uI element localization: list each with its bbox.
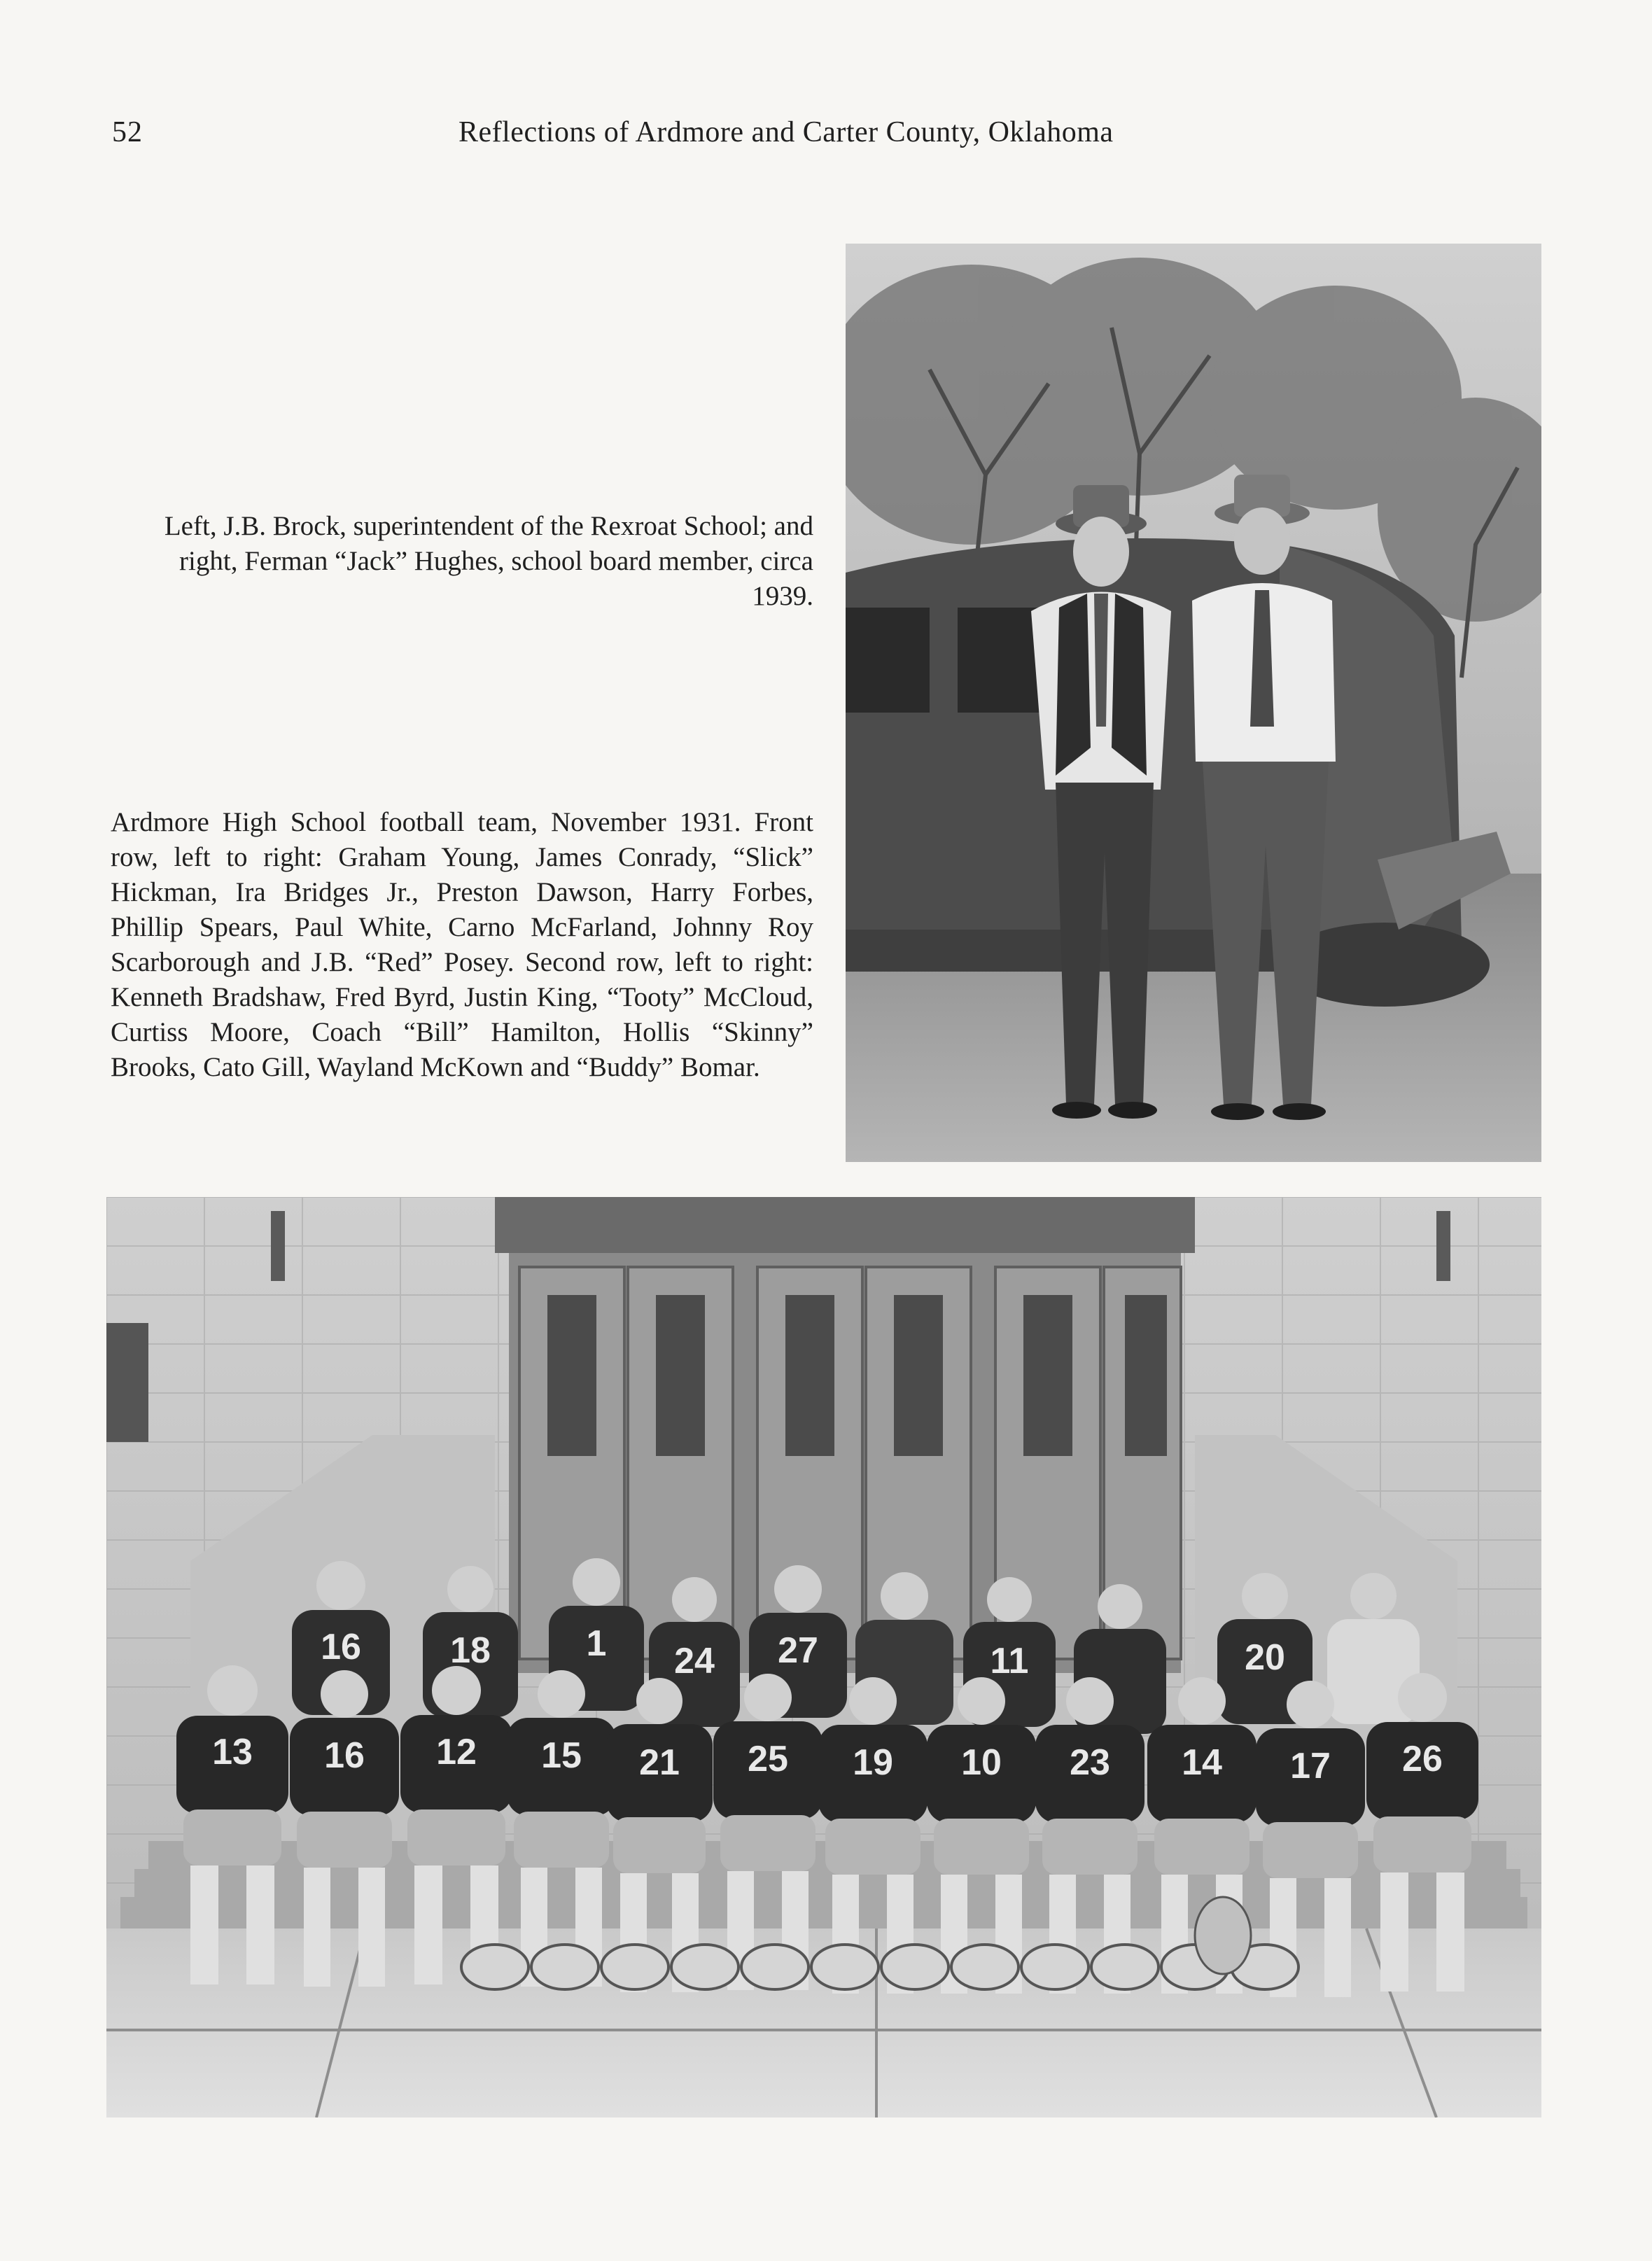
jersey-number-back-7: 11: [990, 1641, 1029, 1681]
jersey-number-front-4: 15: [541, 1735, 582, 1776]
jersey-number-back-9: 20: [1245, 1637, 1285, 1678]
jersey-number-front-10: 14: [1182, 1742, 1222, 1783]
jersey-number-front-11: 17: [1290, 1746, 1331, 1786]
jersey-number-front-5: 21: [639, 1742, 680, 1783]
jersey-number-front-8: 10: [961, 1742, 1002, 1783]
team-photo: [106, 1197, 1541, 2118]
jersey-number-front-12: 26: [1402, 1739, 1443, 1779]
running-head: Reflections of Ardmore and Carter County, Oklahoma: [458, 116, 1114, 148]
jersey-number-front-6: 25: [748, 1739, 788, 1779]
jersey-number-front-7: 19: [853, 1742, 893, 1783]
jersey-number-front-2: 16: [324, 1735, 365, 1776]
jersey-number-front-1: 13: [212, 1732, 253, 1772]
portrait-photo: [846, 244, 1541, 1162]
jersey-number-front-9: 23: [1070, 1742, 1110, 1783]
jersey-number-back-2: 18: [450, 1630, 491, 1671]
jersey-number-back-1: 16: [321, 1627, 361, 1667]
team-caption: Ardmore High School football team, November 1931. Front row, left to right: Graham Young, James Conrady, “Slick” Hickman, Ira Bridges Jr., Preston Dawson, Harry Forbes, Phillip Spears, Paul White, Carno McFarland, Johnny Roy Scarborough and J.B. “Red” Posey. Second row, left to right: Kenneth Bradshaw, Fred Byrd, Justin King, “Tooty” McCloud, Curtiss Moore, Coach “Bill” Hamilton, Hollis “Skinny” Brooks, Cato Gill, Wayland McKown and “Buddy” Bomar.: [111, 807, 813, 1082]
jersey-number-back-4: 24: [674, 1641, 715, 1681]
portrait-caption: Left, J.B. Brock, superintendent of the Rexroat School; and right, Ferman “Jack” Hughes, school board member, circa 1939.: [164, 511, 813, 611]
jersey-number-back-5: 27: [778, 1630, 818, 1671]
page-number: 52: [112, 116, 143, 148]
jersey-number-back-3: 1: [586, 1623, 607, 1664]
jersey-number-front-3: 12: [436, 1732, 477, 1772]
